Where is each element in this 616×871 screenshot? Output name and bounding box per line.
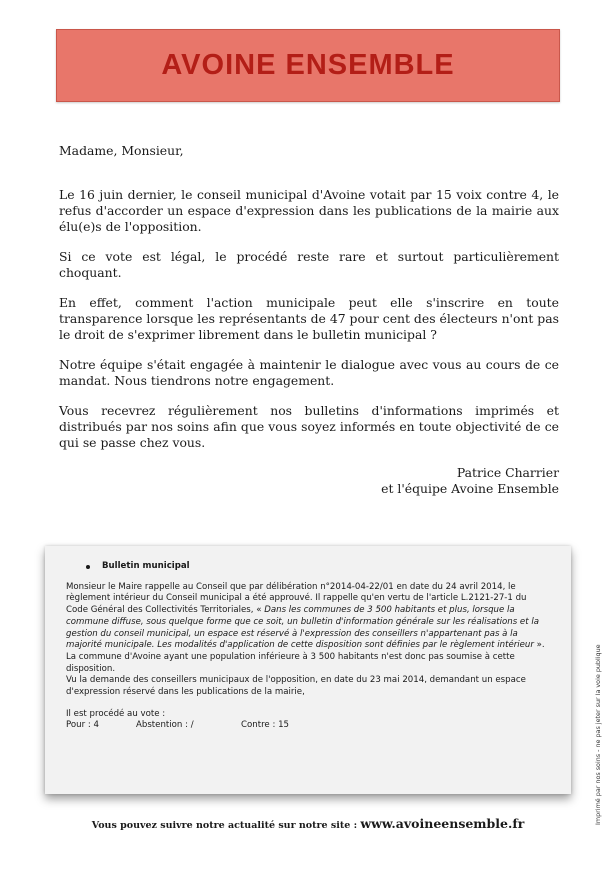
clipping-heading-text: Bulletin municipal	[102, 561, 190, 571]
side-note-text: Imprimé par nos soins - ne pas jeter sur la voie publique	[594, 644, 602, 825]
clipping-quote: Dans les communes de 3 500 habitants et plus, lorsque la commune diffuse, sous quelque forme que ce soit, un bulletin d'information générale sur les réalisations et la gestion du conseil municipal, un espace est réservé à l'expression des conseillers n'appartenant pas à la majorité municipale. Les modalités d'application de cette disposition sont définies par le règlement intérieur	[66, 605, 539, 651]
footer-text: Vous pouvez suivre notre actualité sur notre site :	[91, 820, 361, 831]
website-link[interactable]: www.avoineensemble.fr	[360, 816, 525, 831]
title-banner	[56, 29, 560, 102]
vote-abstention: Abstention : /	[136, 720, 194, 731]
letter-paragraph: Si ce vote est légal, le procédé reste rare et surtout particulièrement choquant.	[59, 249, 559, 280]
letter-greeting: Madame, Monsieur,	[59, 143, 184, 158]
vote-block	[66, 709, 549, 732]
vote-results	[66, 720, 549, 732]
letter-paragraph: Notre équipe s'était engagée à maintenir le dialogue avec vous au cours de ce mandat. Nous tiendrons notre engagement.	[59, 357, 559, 388]
vote-intro: Il est procédé au vote :	[66, 708, 166, 719]
footer	[0, 816, 616, 831]
page-title: AVOINE ENSEMBLE	[161, 49, 455, 81]
clipping-paragraph	[66, 582, 549, 652]
clipping-population-line: La commune d'Avoine ayant une population inférieure à 3 500 habitants n'est donc pas soumise à cette disposition.	[66, 651, 515, 674]
letter-paragraph: En effet, comment l'action municipale peut elle s'inscrire en toute transparence lorsque les représentants de 47 pour cent des électeurs n'ont pas le droit de s'exprimer librement dans le bulletin municipal ?	[59, 295, 559, 342]
vote-pour: Pour : 4	[66, 720, 99, 731]
letter-paragraph: Vous recevrez régulièrement nos bulletins d'informations imprimés et distribués par nos soins afin que vous soyez informés en toute objectivité de ce qui se passe chez vous.	[59, 403, 559, 450]
clipping-heading	[66, 561, 549, 573]
clipping-intro-text: Monsieur le Maire rappelle au Conseil que par délibération n°2014-04-22/01 en date du 24 avril 2014, le règlement intérieur du Conseil municipal a été approuvé. Il rappelle qu'en vertu de l'article L.2121-27-1 du Code Général des Collectivités Territoriales, «	[66, 581, 527, 616]
bullet-icon	[86, 565, 90, 569]
signature-team: et l'équipe Avoine Ensemble	[381, 481, 559, 496]
bulletin-clipping	[45, 546, 571, 794]
letter-paragraph: Le 16 juin dernier, le conseil municipal d'Avoine votait par 15 voix contre 4, le refus d'accorder un espace d'expression dans les publications de la mairie aux élu(e)s de l'opposition.	[59, 187, 559, 234]
side-note	[594, 595, 606, 825]
vote-contre: Contre : 15	[241, 720, 289, 731]
clipping-request-line: Vu la demande des conseillers municipaux de l'opposition, en date du 23 mai 2014, demandant un espace d'expression réservé dans les publications de la mairie,	[66, 675, 526, 698]
signature-name: Patrice Charrier	[456, 465, 559, 480]
clipping-quote-end: ».	[533, 640, 545, 651]
letter-body	[59, 143, 559, 497]
